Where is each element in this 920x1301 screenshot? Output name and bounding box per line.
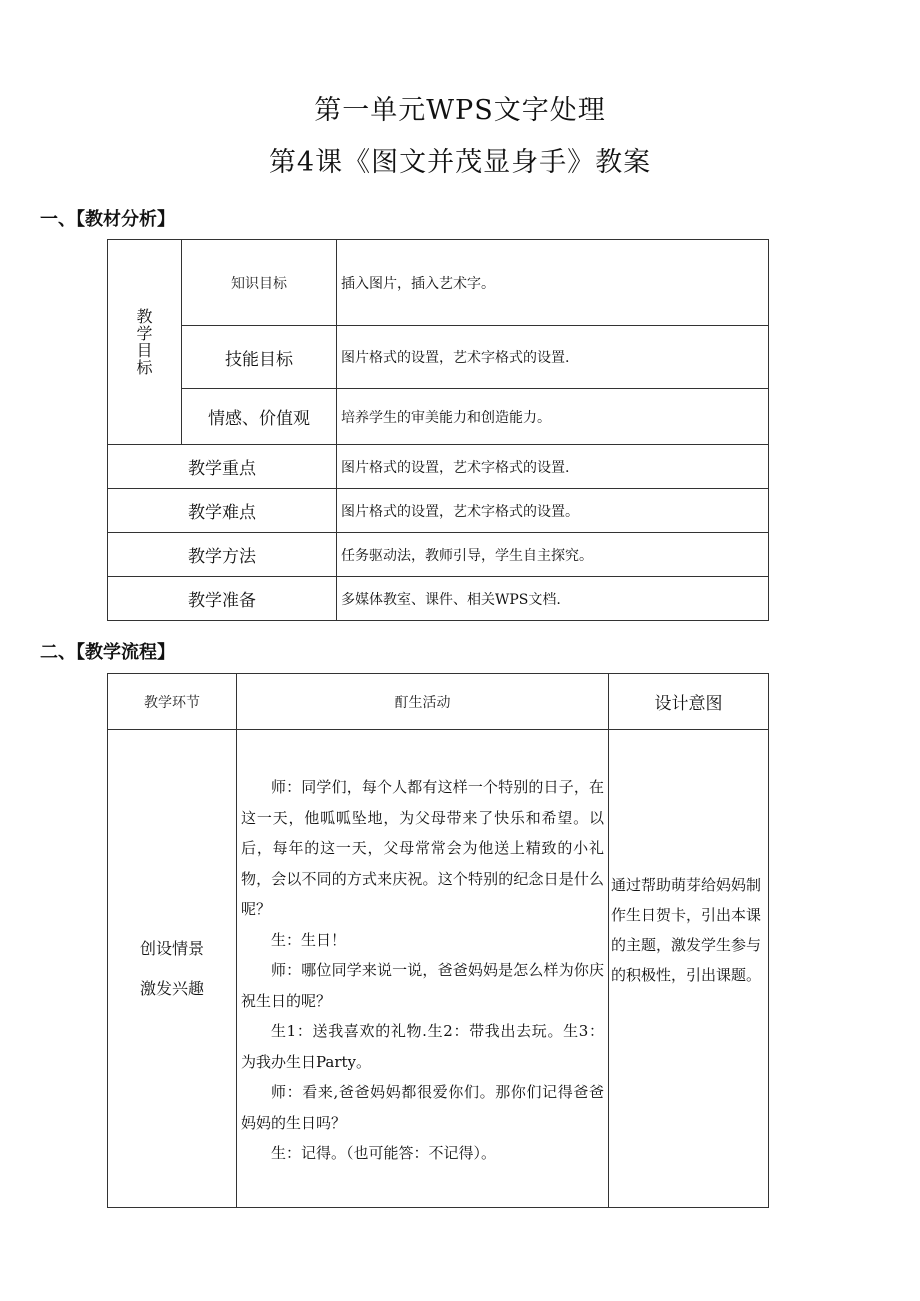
stage-cell bbox=[108, 730, 237, 1208]
goal-label-skill: 技能目标 bbox=[182, 326, 337, 389]
activity-cell bbox=[237, 730, 609, 1208]
row-content-key-point: 图片格式的设置，艺术字格式的设置. bbox=[337, 445, 769, 489]
table-row bbox=[108, 533, 769, 577]
activity-line: 师：哪位同学来说一说，爸爸妈妈是怎么样为你庆祝生日的呢？ bbox=[241, 961, 604, 1010]
row-label-preparation: 教学准备 bbox=[108, 577, 337, 621]
process-table bbox=[107, 673, 769, 1208]
row-label-key-point: 教学重点 bbox=[108, 445, 337, 489]
section-heading-analysis: 一、【教材分析】 bbox=[40, 209, 175, 230]
row-label-difficulty: 教学难点 bbox=[108, 489, 337, 533]
goal-row bbox=[108, 240, 769, 326]
row-label-method: 教学方法 bbox=[108, 533, 337, 577]
design-text: 通过帮助萌芽给妈妈制作生日贺卡，引出本课的主题，激发学生参与的积极性，引出课题。 bbox=[611, 876, 762, 984]
goal-content-emotion: 培养学生的审美能力和创造能力。 bbox=[337, 389, 769, 445]
row-content-preparation: 多媒体教室、课件、相关WPS文档. bbox=[337, 577, 769, 621]
header-row bbox=[108, 674, 769, 730]
section-heading-process: 二、【教学流程】 bbox=[40, 642, 175, 663]
goal-content-knowledge: 插入图片，插入艺术字。 bbox=[337, 240, 769, 326]
goal-row bbox=[108, 389, 769, 445]
table-row bbox=[108, 445, 769, 489]
goal-label: 教学目标 bbox=[136, 307, 153, 377]
goal-label-knowledge: 知识目标 bbox=[182, 240, 337, 326]
stage-label-line1: 创设情景 bbox=[139, 938, 204, 958]
activity-line: 生：记得。（也可能答：不记得）。 bbox=[271, 1144, 497, 1162]
row-content-difficulty: 图片格式的设置，艺术字格式的设置。 bbox=[337, 489, 769, 533]
activity-line: 师：看来,爸爸妈妈都很爱你们。那你们记得爸爸妈妈的生日吗？ bbox=[241, 1083, 604, 1132]
design-cell bbox=[609, 730, 769, 1208]
activity-line: 师：同学们，每个人都有这样一个特别的日子，在这一天，他呱呱坠地，为父母带来了快乐和希望。以后，每年的这一天，父母常常会为他送上精致的小礼物，会以不同的方式来庆祝。这个特别的纪念日是什么呢？ bbox=[241, 778, 604, 918]
activity-line: 生1：送我喜欢的礼物.生2：带我出去玩。生3：为我办生日Party。 bbox=[241, 1022, 604, 1071]
analysis-table bbox=[107, 239, 769, 621]
activity-line: 生：生日！ bbox=[271, 930, 347, 949]
table-row bbox=[108, 577, 769, 621]
goal-row bbox=[108, 326, 769, 389]
goal-label-emotion: 情感、价值观 bbox=[182, 389, 337, 445]
header-design: 设计意图 bbox=[609, 674, 769, 730]
header-stage: 教学环节 bbox=[108, 674, 237, 730]
header-activity: 酊生活动 bbox=[237, 674, 609, 730]
lesson-title: 第4课《图文并茂显身手》教案 bbox=[268, 147, 652, 178]
stage-label-line2: 激发兴趣 bbox=[139, 978, 204, 998]
document-title: 第一单元WPS文字处理 bbox=[314, 95, 606, 126]
table-row bbox=[108, 489, 769, 533]
row-content-method: 任务驱动法，教师引导，学生自主探究。 bbox=[337, 533, 769, 577]
table-row bbox=[108, 730, 769, 1208]
goal-label-cell bbox=[108, 240, 182, 445]
goal-content-skill: 图片格式的设置，艺术字格式的设置. bbox=[337, 326, 769, 389]
